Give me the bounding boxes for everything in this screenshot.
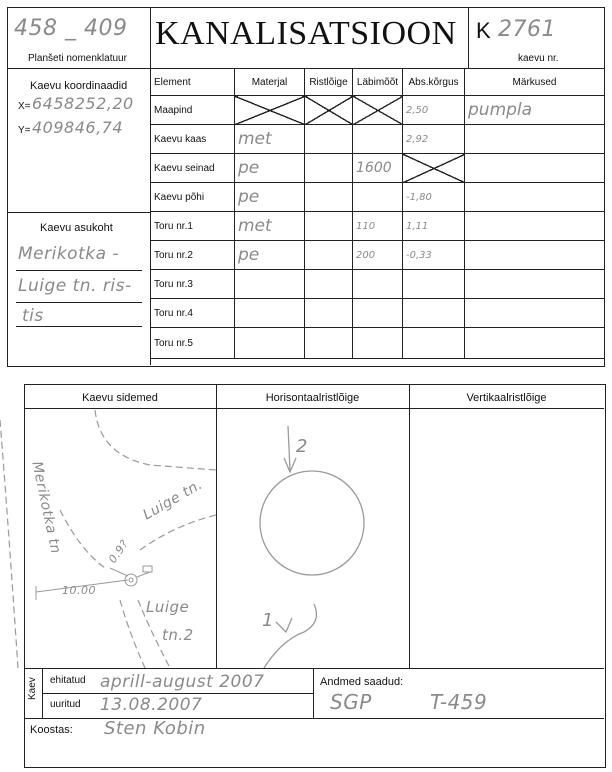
street-edge-line <box>120 600 145 668</box>
coordinates-label: Kaevu koordinaadid <box>30 80 128 92</box>
section-title-vertical: Vertikaalristlõige <box>466 392 547 404</box>
coord-x-value: 6458252,20 <box>32 94 134 113</box>
row-material: pe <box>235 241 305 270</box>
dimension-line <box>110 568 128 576</box>
location-line2: Luige tn. ris- <box>18 276 132 296</box>
row-material: met <box>235 212 305 241</box>
row-notes <box>465 154 605 183</box>
col-header-notes: Märkused <box>465 69 605 96</box>
row-cross <box>305 125 353 154</box>
table-row <box>151 212 605 241</box>
surveyed-value: 13.08.2007 <box>100 695 203 715</box>
author-label: Koostas: <box>30 724 73 736</box>
outer-dashed-line <box>0 420 18 668</box>
location-line3: tis <box>22 306 44 326</box>
table-row <box>151 125 605 154</box>
crossed-cell <box>403 154 465 183</box>
street-edge-line <box>60 510 105 568</box>
sheet-label: Planšeti nomenklatuur <box>28 53 127 64</box>
crossed-cell <box>353 96 403 125</box>
table-row <box>151 154 605 183</box>
row-diameter <box>353 183 403 212</box>
col-header-material: Materjal <box>235 69 305 96</box>
section-title-ties: Kaevu sidemed <box>82 392 158 404</box>
row-element: Toru nr.4 <box>151 299 235 328</box>
crossed-cell <box>235 96 305 125</box>
well-number-divider <box>468 7 469 69</box>
sketch-street3b: tn.2 <box>162 626 194 644</box>
row-notes <box>465 212 605 241</box>
sketch-dist1: 0.9? <box>106 537 132 566</box>
col-header-element: Element <box>151 69 235 96</box>
col-header-diameter: Läbimõõt <box>353 69 403 96</box>
row-material: pe <box>235 154 305 183</box>
col-header-cross-section: Ristlõige <box>305 69 353 96</box>
street-edge-line <box>95 410 216 470</box>
row-element: Toru nr.1 <box>151 212 235 241</box>
author-value: Sten Kobin <box>104 718 206 739</box>
row-height: -1,80 <box>403 183 465 212</box>
surveyed-label: uuritud <box>50 699 81 710</box>
table-row <box>151 270 605 299</box>
row-cross <box>305 241 353 270</box>
well-number: 2761 <box>498 17 556 42</box>
location-underline2 <box>16 302 142 303</box>
sketch-street1: Merikotka tn <box>28 460 64 556</box>
pipe-1-label: 1 <box>262 610 274 631</box>
location-line1: Merikotka - <box>18 244 120 264</box>
row-cross <box>305 154 353 183</box>
row-element: Kaevu seinad <box>151 154 235 183</box>
row-cross <box>305 212 353 241</box>
section-title-horizontal: Horisontaalristlõige <box>265 392 360 404</box>
well-label: kaevu nr. <box>518 53 559 64</box>
row-diameter <box>353 125 403 154</box>
horizontal-section-sketch <box>216 408 409 668</box>
row-notes: pumpla <box>465 96 605 125</box>
footer-divider <box>24 668 604 669</box>
row-element: Toru nr.3 <box>151 270 235 299</box>
row-height: 2,50 <box>403 96 465 125</box>
row-diameter: 1600 <box>353 154 403 183</box>
row-material: pe <box>235 183 305 212</box>
coord-y-prefix: Y= <box>18 125 31 136</box>
location-divider <box>7 212 151 213</box>
footer-row-divider <box>42 693 314 694</box>
col-header-abs-height: Abs.kõrgus <box>403 69 465 96</box>
row-material: met <box>235 125 305 154</box>
row-height: 2,92 <box>403 125 465 154</box>
location-underline1 <box>16 270 142 271</box>
row-element: Toru nr.2 <box>151 241 235 270</box>
built-label: ehitatud <box>50 675 86 686</box>
page-title: KANALISATSIOON <box>155 15 457 52</box>
coord-y-value: 409846,74 <box>32 118 124 137</box>
sheet-number: 458 _ 409 <box>14 16 128 41</box>
table-row <box>151 328 605 359</box>
row-notes <box>465 241 605 270</box>
pipe-2-line <box>288 426 290 470</box>
sketch-street2: Luige tn. <box>140 476 206 524</box>
location-label: Kaevu asukoht <box>40 222 113 234</box>
data-source-label: Andmed saadud: <box>320 676 404 688</box>
location-underline3 <box>16 326 142 327</box>
sketch-street3: Luige <box>146 598 190 616</box>
pump-symbol <box>143 566 152 572</box>
pipe-2-label: 2 <box>296 436 308 457</box>
row-notes <box>465 125 605 154</box>
pipe-1-arrow <box>276 618 292 632</box>
row-notes <box>465 183 605 212</box>
row-diameter: 110 <box>353 212 403 241</box>
table-header-row <box>151 69 605 96</box>
data-source-value2: T-459 <box>430 690 488 714</box>
coord-x-prefix: X= <box>18 101 31 112</box>
crossed-cell <box>305 96 353 125</box>
row-element: Kaevu põhi <box>151 183 235 212</box>
sketch-dist2: 10.00 <box>62 584 96 597</box>
well-circle <box>260 471 364 575</box>
row-element: Maapind <box>151 96 235 125</box>
well-elements-table <box>150 68 605 359</box>
section-divider-2 <box>409 384 410 668</box>
row-element: Kaevu kaas <box>151 125 235 154</box>
row-diameter: 200 <box>353 241 403 270</box>
well-prefix: K <box>476 18 491 43</box>
table-row <box>151 96 605 125</box>
footer-mid-divider <box>313 668 314 718</box>
table-row <box>151 183 605 212</box>
row-element: Toru nr.5 <box>151 328 235 359</box>
built-value: aprill-august 2007 <box>100 672 265 692</box>
row-cross <box>305 183 353 212</box>
row-height: -0,33 <box>403 241 465 270</box>
pipe-line <box>137 572 150 577</box>
manhole-center <box>129 578 133 582</box>
row-height: 1,11 <box>403 212 465 241</box>
data-source-value1: SGP <box>330 690 372 714</box>
table-row <box>151 241 605 270</box>
footer-side-label: Kaev <box>27 677 38 700</box>
table-row <box>151 299 605 328</box>
